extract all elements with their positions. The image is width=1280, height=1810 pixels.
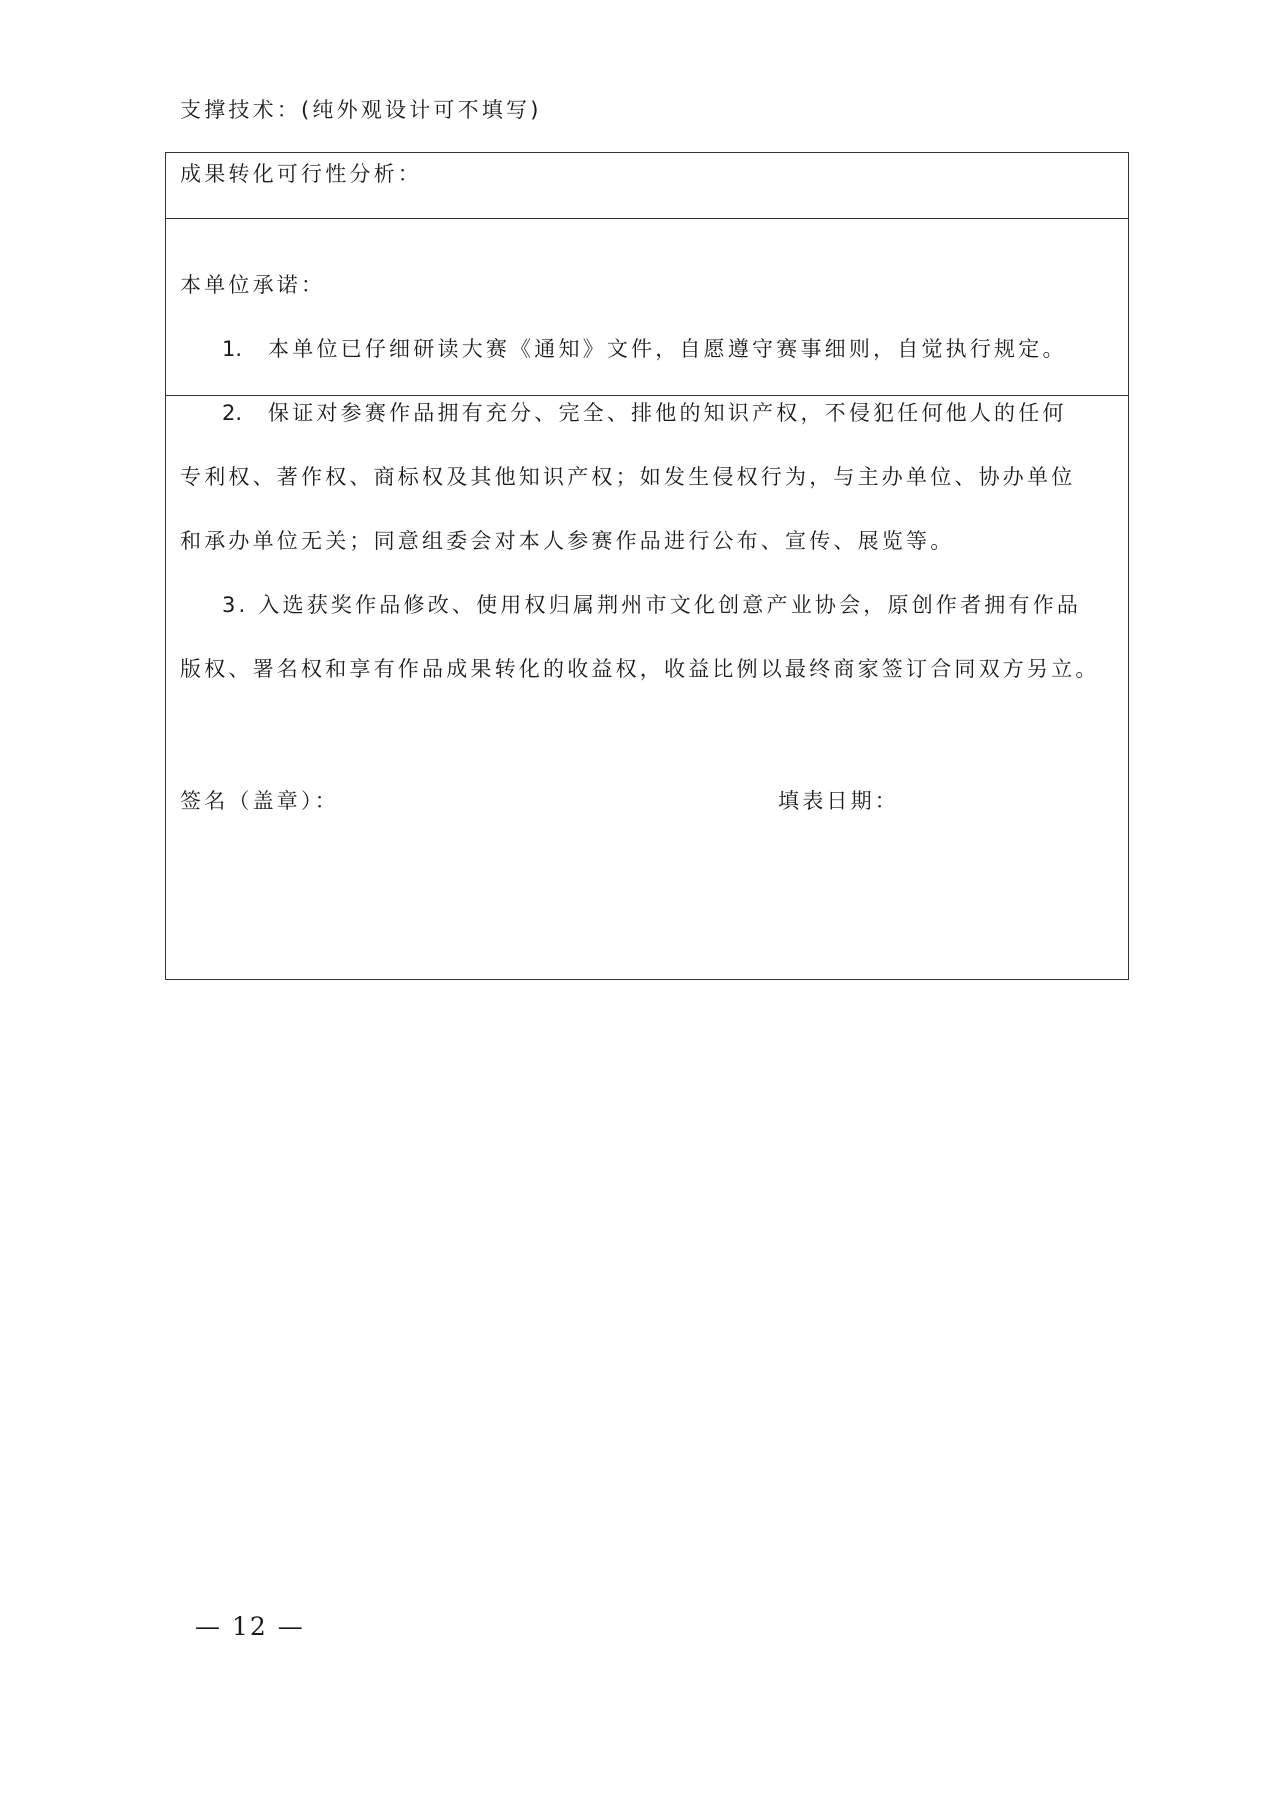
- promise-item-1-text: 本单位已仔细研读大赛《通知》文件，自愿遵守赛事细则，自觉执行规定。: [268, 337, 1067, 361]
- promise-item-3-line-1: 3. 入选获奖作品修改、使用权归属荆州市文化创意产业协会，原创作者拥有作品: [222, 593, 1082, 617]
- promise-item-1: [222, 334, 1067, 364]
- page-number: — 12 —: [195, 1612, 305, 1641]
- promise-item-2-line-1: 保证对参赛作品拥有充分、完全、排他的知识产权，不侵犯任何他人的任何: [268, 401, 1067, 425]
- promise-item-2-line-3: 和承办单位无关；同意组委会对本人参赛作品进行公布、宣传、展览等。: [180, 529, 955, 553]
- feasibility-label: 成果转化可行性分析：: [180, 162, 422, 186]
- promise-heading: 本单位承诺：: [180, 273, 326, 297]
- promise-section: [166, 273, 1128, 979]
- tech-section[interactable]: [166, 98, 1128, 396]
- promise-item-2: [222, 398, 1067, 428]
- signature-label[interactable]: 签名（盖章）：: [180, 789, 339, 813]
- promise-item-3-line-2: 版权、署名权和享有作品成果转化的收益权，收益比例以最终商家签订合同双方另立。: [180, 657, 1100, 681]
- promise-item-1-number: 1.: [222, 337, 243, 361]
- support-tech-label: 支撑技术：(纯外观设计可不填写): [180, 98, 542, 122]
- promise-item-2-number: 2.: [222, 401, 243, 425]
- promise-item-2-line-2: 专利权、著作权、商标权及其他知识产权；如发生侵权行为，与主办单位、协办单位: [180, 465, 1076, 489]
- application-form-table: [165, 98, 1129, 980]
- date-label[interactable]: 填表日期：: [778, 789, 899, 813]
